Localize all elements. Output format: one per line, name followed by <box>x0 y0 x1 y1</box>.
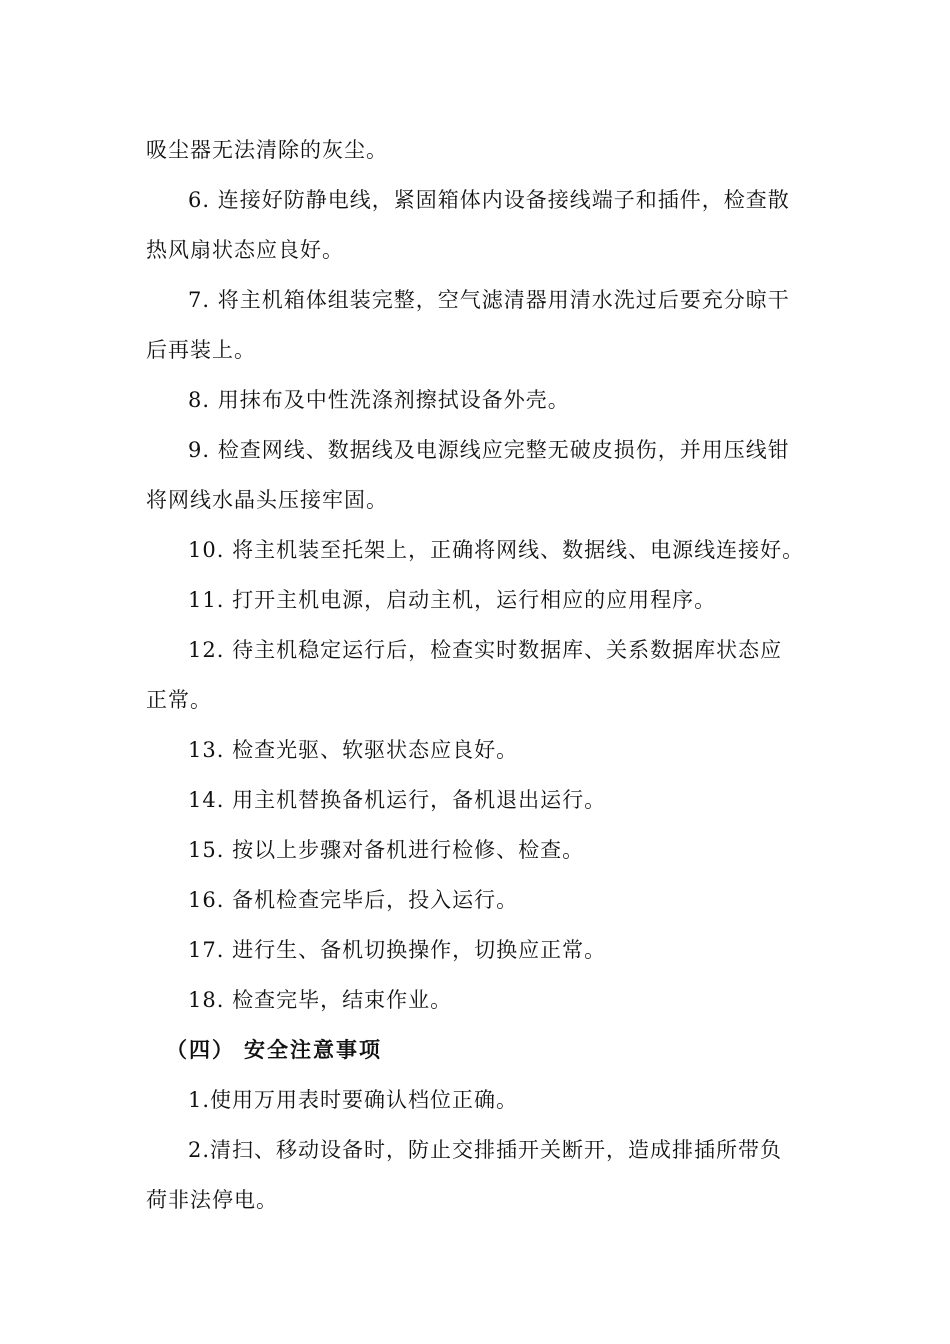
step-8: 8. 用抹布及中性洗涤剂擦拭设备外壳。 <box>188 388 570 412</box>
step-13: 13. 检查光驱、软驱状态应良好。 <box>188 738 519 762</box>
step-11: 11. 打开主机电源，启动主机，运行相应的应用程序。 <box>188 588 717 612</box>
step-6-line-1: 6. 连接好防静电线，紧固箱体内设备接线端子和插件，检查散 <box>188 188 790 212</box>
step-9-line-2: 将网线水晶头压接牢固。 <box>146 488 388 512</box>
safety-item-2-line-2: 荷非法停电。 <box>146 1188 278 1212</box>
step-16: 16. 备机检查完毕后，投入运行。 <box>188 888 519 912</box>
step-12-line-1: 12. 待主机稳定运行后，检查实时数据库、关系数据库状态应 <box>188 638 783 662</box>
step-15: 15. 按以上步骤对备机进行检修、检查。 <box>188 838 585 862</box>
section-heading <box>166 1035 836 1065</box>
section-heading-number: （四） <box>166 1037 235 1062</box>
step-12-line-2: 正常。 <box>146 688 212 712</box>
step-7-line-1: 7. 将主机箱体组装完整，空气滤清器用清水洗过后要充分晾干 <box>188 288 790 312</box>
section-heading-title: 安全注意事项 <box>244 1037 382 1062</box>
step-17: 17. 进行生、备机切换操作，切换应正常。 <box>188 938 607 962</box>
paragraph-line: 吸尘器无法清除的灰尘。 <box>146 138 388 162</box>
step-6-line-2: 热风扇状态应良好。 <box>146 238 344 262</box>
step-9-line-1: 9. 检查网线、数据线及电源线应完整无破皮损伤，并用压线钳 <box>188 438 790 462</box>
safety-item-2-line-1: 2.清扫、移动设备时，防止交排插开关断开，造成排插所带负 <box>188 1138 783 1162</box>
safety-item-1: 1.使用万用表时要确认档位正确。 <box>188 1088 519 1112</box>
step-10: 10. 将主机装至托架上，正确将网线、数据线、电源线连接好。 <box>188 538 805 562</box>
step-7-line-2: 后再装上。 <box>146 338 256 362</box>
step-18: 18. 检查完毕，结束作业。 <box>188 988 453 1012</box>
step-14: 14. 用主机替换备机运行，备机退出运行。 <box>188 788 607 812</box>
